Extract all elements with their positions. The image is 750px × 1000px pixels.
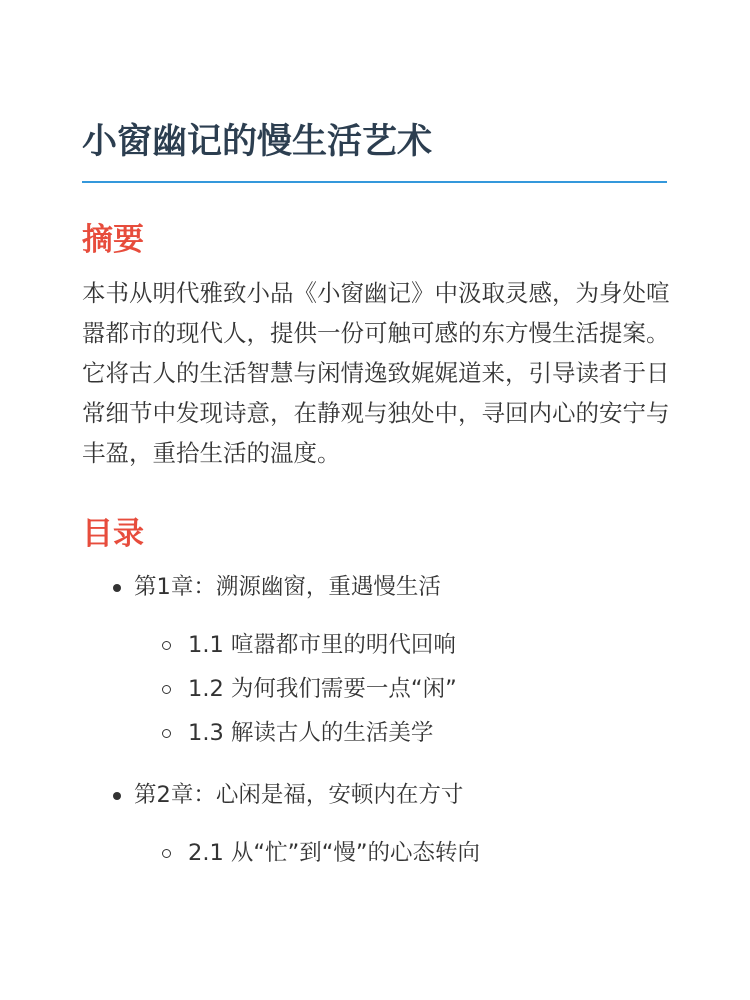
section-label: 2.1 从“忙”到“慢”的心态转向 <box>188 840 481 866</box>
toc-section-1-2 <box>134 667 668 711</box>
toc-chapter-2 <box>82 778 668 875</box>
section-label: 1.3 解读古人的生活美学 <box>188 720 434 746</box>
section-label: 1.1 喧嚣都市里的明代回响 <box>188 632 456 658</box>
chapter-label: 第1章：溯源幽窗，重遇慢生活 <box>134 574 441 600</box>
bullet-circle-icon <box>162 685 171 694</box>
bullet-circle-icon <box>162 849 171 858</box>
toc-section-2-1 <box>134 831 668 875</box>
section-label: 1.2 为何我们需要一点“闲” <box>188 676 457 702</box>
bullet-dot-icon <box>113 584 121 592</box>
chapter-2-sections <box>134 831 668 875</box>
page-title: 小窗幽记的慢生活艺术 <box>82 122 433 162</box>
summary-paragraph: 本书从明代雅致小品《小窗幽记》中汲取灵感，为身处喧嚣都市的现代人，提供一份可触可感的东方慢生活提案。它将古人的生活智慧与闲情逸致娓娓道来，引导读者于日常细节中发现诗意，在静观与独处中，寻回内心的安宁与丰盈，重拾生活的温度。 <box>82 279 670 467</box>
summary-heading: 摘要 <box>82 222 144 258</box>
chapter-1-sections <box>134 623 668 755</box>
toc-chapter-1 <box>82 570 668 755</box>
chapter-label: 第2章：心闲是福，安顿内在方寸 <box>134 782 464 808</box>
bullet-circle-icon <box>162 641 171 650</box>
toc-heading: 目录 <box>82 516 144 552</box>
bullet-circle-icon <box>162 729 171 738</box>
toc-section-1-3 <box>134 711 668 755</box>
bullet-dot-icon <box>113 792 121 800</box>
title-divider <box>82 181 667 183</box>
table-of-contents <box>82 570 668 875</box>
toc-section-1-1 <box>134 623 668 667</box>
